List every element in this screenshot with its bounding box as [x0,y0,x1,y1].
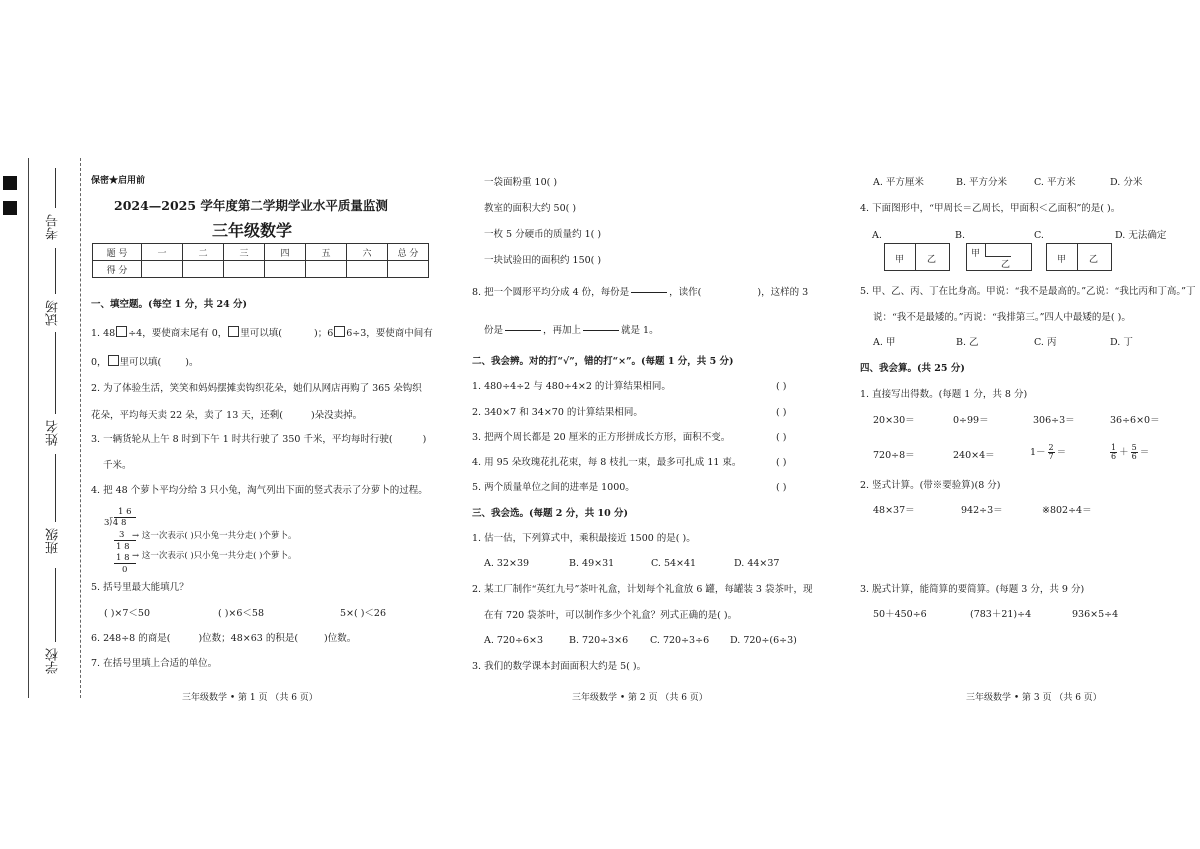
score-input-cell[interactable] [265,261,306,278]
score-cell: 总 分 [388,244,429,261]
division-rule [114,563,136,564]
score-cell: 五 [306,244,347,261]
calc-text: ＝ [1056,446,1067,458]
q8-text: ，读作( [669,287,702,298]
blank-fraction[interactable] [505,322,541,339]
figure-label-jia: 甲 [895,255,905,265]
registration-mark-top [3,176,17,190]
calc-text: ＋ [1119,446,1129,458]
exam-title: 2024—2025 学年度第二学期学业水平质量监测 [114,198,388,213]
judge-item-4: 4. 用 95 朵玫瑰花扎花束，每 8 枝扎一束，最多可扎成 11 束。 [472,457,742,468]
q1-line2 [91,355,198,368]
choice-1-option-a[interactable]: A. 32×39 [484,558,530,569]
score-cell: 得 分 [93,261,142,278]
judge-answer-4[interactable]: ( ) [776,457,787,468]
score-table [92,243,429,278]
numerator: 2 [1048,443,1054,452]
score-input-cell[interactable] [347,261,388,278]
calc-3-item: 50＋450÷6 [873,609,927,620]
choice-1-option-d[interactable]: D. 44×37 [734,558,780,569]
calc-3-item: 936×5÷4 [1072,609,1119,620]
q3-line1 [91,435,426,445]
side-line-2 [55,248,56,294]
q2-line2 [91,411,362,421]
calc-1-item: 306÷3＝ [1033,415,1075,426]
choice-3-option-d[interactable]: D. 分米 [1110,177,1143,188]
denominator: 7 [1048,452,1054,461]
answer-box[interactable] [116,326,127,337]
division-step: 0 [122,565,128,575]
choice-4-option-b[interactable]: B. [955,230,966,241]
side-label-exam-no: 考号 [46,214,61,240]
figure-label-jia: 甲 [1057,255,1067,265]
q7-text: 7. 在括号里填上合适的单位。 [91,658,218,669]
numerator: 1 [1111,443,1117,452]
choice-3-option-c[interactable]: C. 平方米 [1034,177,1076,188]
division-step: 1 8 [116,542,130,552]
calc-3-title: 3. 脱式计算，能简算的要简算。(每题 3 分，共 9 分) [860,584,1085,595]
section-4-title: 四、我会算。(共 25 分) [860,363,965,374]
figure-divider [915,244,916,270]
side-line-1 [55,168,56,208]
choice-2-line2: 在有 720 袋茶叶，可以制作多少个礼盒？列式正确的是( )。 [484,610,738,621]
figure-label-yi: 乙 [1001,260,1011,270]
binding-line [28,158,29,698]
choice-2-line1: 2. 某工厂制作“英红九号”茶叶礼盒，计划每个礼盒放 6 罐，每罐装 3 袋茶叶，现 [472,584,813,595]
q1-text: 里可以填( [119,357,162,368]
section-2-title: 二、我会辨。对的打“√”，错的打“×”。(每题 1 分，共 5 分) [472,356,734,367]
blank-fraction[interactable] [583,322,619,339]
division-dividend: 3⟌4 8 [104,518,127,528]
choice-5-line2: 说：“我不是最矮的。”丙说：“我排第三。”四人中最矮的是( )。 [873,312,1131,323]
score-input-cell[interactable] [306,261,347,278]
unit-item-1: 一袋面粉重 10( ) [484,177,558,188]
q1-text: 0， [91,357,107,368]
q6-text: 6. 248÷8 的商是( [91,633,171,644]
judge-answer-5[interactable]: ( ) [776,482,787,493]
choice-1-option-b[interactable]: B. 49×31 [569,558,615,569]
calc-2-item: 48×37＝ [873,505,915,516]
q1-text: )。 [185,357,199,368]
choice-5-option-d[interactable]: D. 丁 [1110,337,1133,348]
choice-3-option-b[interactable]: B. 平方分米 [956,177,1008,188]
calc-2-item: ※802÷4＝ [1042,505,1092,516]
judge-item-3: 3. 把两个周长都是 20 厘米的正方形拼成长方形，面积不变。 [472,432,731,443]
division-annotation-2: → 这一次表示( )只小兔一共分走( )个萝卜。 [132,551,297,561]
section-3-title: 三、我会选。(每题 2 分，共 10 分) [472,508,629,519]
figure-divider [985,244,986,256]
score-input-cell[interactable] [142,261,183,278]
q2-text: )朵没卖掉。 [310,410,363,421]
choice-2-option-c[interactable]: C. 720÷3÷6 [650,635,710,646]
score-table-score-row [93,261,429,278]
q8-text: )，这样的 3 [757,287,809,298]
q8-text: 8. 把一个圆形平均分成 4 份，每份是 [472,287,630,298]
page-1-footer: 三年级数学 • 第 1 页 （共 6 页） [182,693,318,703]
choice-5-option-a[interactable]: A. 甲 [873,337,896,348]
judge-answer-3[interactable]: ( ) [776,432,787,443]
denominator: 6 [1111,452,1117,461]
q6-text: )位数；48×63 的积是( [198,633,299,644]
division-step: 3 [119,530,125,540]
q5-item-a: ( )×7＜50 [104,608,151,619]
page-2-footer: 三年级数学 • 第 2 页 （共 6 页） [572,693,708,703]
calc-1-item: 720÷8＝ [873,450,915,461]
calc-1-item-fraction-sum [1108,444,1149,461]
unit-item-4: 一块试验田的面积约 150( ) [484,255,602,266]
side-label-name: 姓名 [46,420,61,446]
denominator: 6 [1131,452,1137,461]
calc-text: 1－ [1030,446,1046,458]
calc-1-item: 240×4＝ [953,450,995,461]
q8-text: ，再加上 [543,325,582,336]
choice-4: 4. 下面图形中，“甲周长＝乙周长，甲面积＜乙面积”的是( )。 [860,203,1121,214]
score-input-cell[interactable] [183,261,224,278]
score-cell: 三 [224,244,265,261]
side-label-class: 班级 [46,528,61,554]
division-bar [114,517,136,518]
calc-1-item: 20×30＝ [873,415,915,426]
judge-answer-1[interactable]: ( ) [776,381,787,392]
fraction [1048,444,1055,461]
q8-text: 份是 [484,325,504,336]
calc-1-item: 36÷6×0＝ [1110,415,1160,426]
score-input-cell[interactable] [388,261,429,278]
figure-label-jia: 甲 [971,249,981,259]
q1-text: 里可以填( [240,328,282,339]
fraction [1131,444,1138,461]
choice-4-option-c[interactable]: C. [1034,230,1044,241]
q3-line2: 千米。 [103,460,132,471]
q8-line1 [472,284,808,301]
q1-line1 [91,326,433,339]
calc-text: ＝ [1139,446,1150,458]
choice-5-line1: 5. 甲、乙、丙、丁在比身高。甲说：“我不是最高的。”乙说：“我比丙和丁高。”丁 [860,286,1196,297]
q2-line1: 2. 为了体验生活，笑笑和妈妈摆摊卖钩织花朵，她们从网店再购了 365 朵钩织 [91,383,422,394]
judge-answer-2[interactable]: ( ) [776,407,787,418]
choice-2-option-a[interactable]: A. 720÷6×3 [484,635,544,646]
choice-2-option-d[interactable]: D. 720÷(6÷3) [730,635,797,646]
judge-item-2: 2. 340×7 和 34×70 的计算结果相同。 [472,407,643,418]
q5-item-c: 5×( )＜26 [340,608,387,619]
calc-1-title: 1. 直接写出得数。(每题 1 分，共 8 分) [860,389,1028,400]
q1-text: ÷4，要使商末尾有 0， [128,328,228,339]
choice-3: 3. 我们的数学课本封面面积大约是 5( )。 [472,661,647,672]
figure-c [1046,243,1112,271]
calc-1-item-fraction [1030,444,1066,461]
figure-label-yi: 乙 [1089,255,1099,265]
choice-5-option-c[interactable]: C. 丙 [1034,337,1057,348]
cut-line [80,158,81,698]
figure-label-yi: 乙 [927,255,937,265]
figure-a [884,243,950,271]
score-cell: 四 [265,244,306,261]
choice-5-option-b[interactable]: B. 乙 [956,337,979,348]
figure-b [966,243,1032,271]
answer-box[interactable] [334,326,345,337]
q6-text: )位数。 [324,633,357,644]
figure-divider [1077,244,1078,270]
numerator: 5 [1131,443,1137,452]
page-3-footer: 三年级数学 • 第 3 页 （共 6 页） [966,693,1102,703]
subject-title: 三年级数学 [212,221,293,240]
choice-2-option-b[interactable]: B. 720÷3×6 [569,635,629,646]
judge-item-5: 5. 两个质量单位之间的进率是 1000。 [472,482,635,493]
side-label-school: 学校 [46,648,61,674]
score-input-cell[interactable] [224,261,265,278]
unit-item-2: 教室的面积大约 50( ) [484,203,577,214]
choice-4-option-a[interactable]: A. [872,230,882,241]
answer-box[interactable] [108,355,119,366]
q1-text: 1. 48 [91,328,116,339]
division-step: 1 8 [116,553,130,563]
q1-text: 6÷3，要使商中间有 [346,328,433,339]
answer-box[interactable] [228,326,239,337]
secret-mark: 保密★启用前 [91,176,146,186]
q3-text: 3. 一辆货轮从上午 8 时到下午 1 时共行驶了 350 千米，平均每时行驶( [91,434,393,445]
score-cell: 二 [183,244,224,261]
q6-line [91,634,356,644]
blank-fraction[interactable] [631,284,667,301]
unit-item-3: 一枚 5 分硬币的质量约 1( ) [484,229,602,240]
choice-1: 1. 估一估，下列算式中，乘积最接近 1500 的是( )。 [472,533,696,544]
division-quotient: 1 6 [118,507,132,517]
q5-text: 5. 括号里最大能填几？ [91,582,189,593]
q3-text: ) [422,434,427,445]
section-1-title: 一、填空题。(每空 1 分，共 24 分) [91,299,248,310]
score-cell: 题 号 [93,244,142,261]
side-label-exam-room: 试场 [46,300,61,326]
q2-text: 花朵，平均每天卖 22 朵，卖了 13 天，还剩( [91,410,283,421]
registration-mark-bottom [3,201,17,215]
division-annotation-1: → 这一次表示( )只小兔一共分走( )个萝卜。 [132,531,297,541]
side-line-3 [55,332,56,414]
calc-1-item: 0÷99＝ [953,415,989,426]
choice-4-option-d[interactable]: D. 无法确定 [1115,230,1167,241]
judge-item-1: 1. 480÷4÷2 与 480÷4×2 的计算结果相同。 [472,381,671,392]
q5-item-b: ( )×6＜58 [218,608,265,619]
choice-3-option-a[interactable]: A. 平方厘米 [873,177,924,188]
score-cell: 六 [347,244,388,261]
calc-3-item: (783＋21)÷4 [970,609,1032,620]
side-line-5 [55,568,56,642]
calc-2-title: 2. 竖式计算。(带※要验算)(8 分) [860,480,1001,491]
q8-line2 [484,322,659,339]
choice-1-option-c[interactable]: C. 54×41 [651,558,697,569]
score-table-header-row [93,244,429,261]
fraction [1110,444,1117,461]
q8-text: 就是 1。 [621,325,659,336]
q1-text: )；6 [313,328,334,339]
calc-2-item: 942÷3＝ [961,505,1003,516]
side-line-4 [55,454,56,522]
score-cell: 一 [142,244,183,261]
q4-text: 4. 把 48 个萝卜平均分给 3 只小兔，淘气列出下面的竖式表示了分萝卜的过程。 [91,485,428,496]
